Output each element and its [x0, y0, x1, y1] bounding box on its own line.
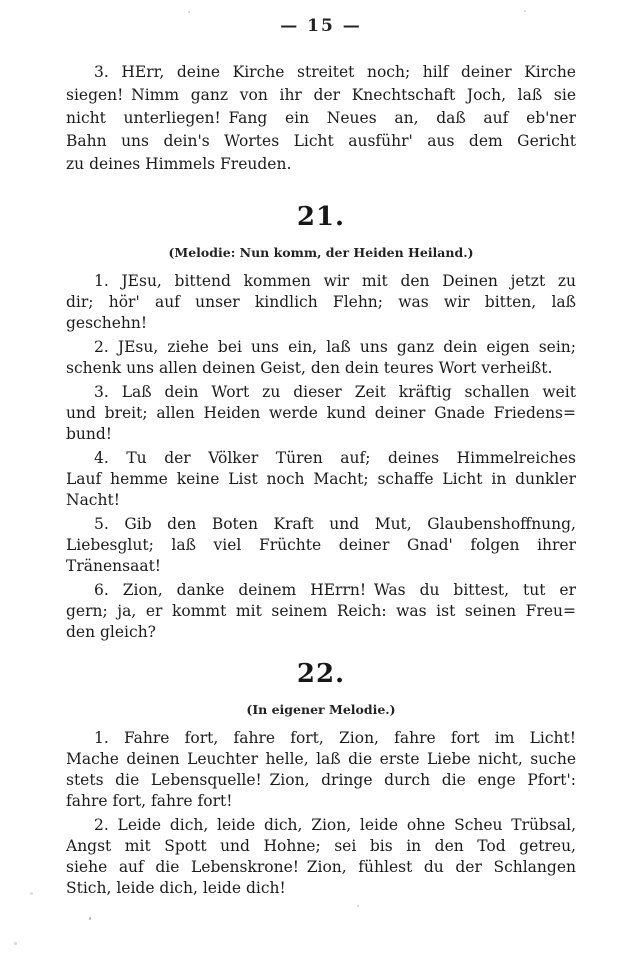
scan-speck: [524, 10, 526, 12]
text-line: nicht unterliegen! Fang ein Neues an, daß auf eb'ner: [66, 109, 576, 127]
hymn-section-21: [66, 202, 576, 643]
text-line: gern; ja, er kommt mit seinem Reich: was ist seinen Freu=: [66, 602, 576, 620]
hymn-number: 21.: [296, 202, 346, 232]
text-line: 1. Fahre fort, fahre fort, Zion, fahre fort im Licht!: [94, 729, 576, 747]
text-line: Tränensaat!: [66, 557, 162, 575]
text-line: dir; hör' auf unser kindlich Flehn; was wir bitten, laß: [66, 293, 576, 311]
hymn-number: 22.: [296, 659, 346, 689]
hymn-verses: [66, 728, 576, 899]
text-line: Stich, leide dich, leide dich!: [66, 879, 286, 897]
text-line: 2. Leide dich, leide dich, Zion, leide ohne Scheu Trübsal,: [94, 816, 576, 834]
scan-speck: [357, 905, 359, 907]
text-line: 1. JEsu, bittend kommen wir mit den Deinen jetzt zu: [94, 272, 576, 290]
verse-paragraph: [66, 580, 576, 643]
text-line: stets die Lebensquelle! Zion, dringe durch die enge Pfort':: [66, 771, 576, 789]
page-number-header: — 15 —: [280, 16, 362, 36]
text-line: und breit; allen Heiden werde kund deiner Gnade Friedens=: [66, 404, 576, 422]
text-line: Bahn uns dein's Wortes Licht ausführ' aus dem Gericht: [66, 132, 576, 150]
text-block: [66, 0, 576, 902]
text-line: fahre fort, fahre fort!: [66, 792, 233, 810]
verse-paragraph: [66, 382, 576, 445]
text-line: bund!: [66, 425, 113, 443]
verse-paragraph: [66, 337, 576, 379]
melody-note: (In eigener Melodie.): [246, 702, 396, 717]
text-line: 2. JEsu, ziehe bei uns ein, laß uns ganz dein eigen sein;: [94, 338, 576, 356]
scan-speck: [89, 917, 91, 920]
scan-speck: [188, 11, 190, 13]
hymn-verses: [66, 271, 576, 643]
hymn-section-22: [66, 659, 576, 899]
verse-paragraph: [66, 448, 576, 511]
text-line: Angst mit Spott und Hohne; sei bis in den Tod getreu,: [66, 837, 576, 855]
text-line: geschehn!: [66, 314, 148, 332]
text-line: siegen! Nimm ganz von ihr der Knechtschaft Joch, laß sie: [66, 86, 576, 104]
text-line: 3. Laß dein Wort zu dieser Zeit kräftig schallen weit: [94, 383, 576, 401]
text-line: 6. Zion, danke deinem HErrn! Was du bittest, tut er: [94, 581, 576, 599]
verse-paragraph: [66, 61, 576, 176]
text-line: Lauf hemme keine List noch Macht; schaffe Licht in dunkler: [66, 470, 576, 488]
text-line: Nacht!: [66, 491, 120, 509]
verse-paragraph: [66, 815, 576, 899]
text-line: Liebesglut; laß viel Früchte deiner Gnad' folgen ihrer: [66, 536, 576, 554]
text-line: 5. Gib den Boten Kraft und Mut, Glaubenshoffnung,: [94, 515, 576, 533]
verse-paragraph: [66, 514, 576, 577]
text-line: den gleich?: [66, 623, 156, 641]
verse-paragraph: [66, 728, 576, 812]
text-line: Mache deinen Leuchter helle, laß die erste Liebe nicht, suche: [66, 750, 576, 768]
scan-speck: [14, 942, 17, 945]
text-line: schenk uns allen deinen Geist, den dein teures Wort verheißt.: [66, 359, 553, 377]
scan-speck: [30, 892, 33, 895]
melody-note: (Melodie: Nun komm, der Heiden Heiland.): [168, 245, 474, 260]
verse-paragraph: [66, 271, 576, 334]
text-line: siehe auf die Lebenskrone! Zion, fühlest du der Schlangen: [66, 858, 576, 876]
text-line: zu deines Himmels Freuden.: [66, 155, 292, 173]
text-line: 4. Tu der Völker Türen auf; deines Himmelreiches: [94, 449, 576, 467]
text-line: 3. HErr, deine Kirche streitet noch; hilf deiner Kirche: [94, 63, 576, 81]
